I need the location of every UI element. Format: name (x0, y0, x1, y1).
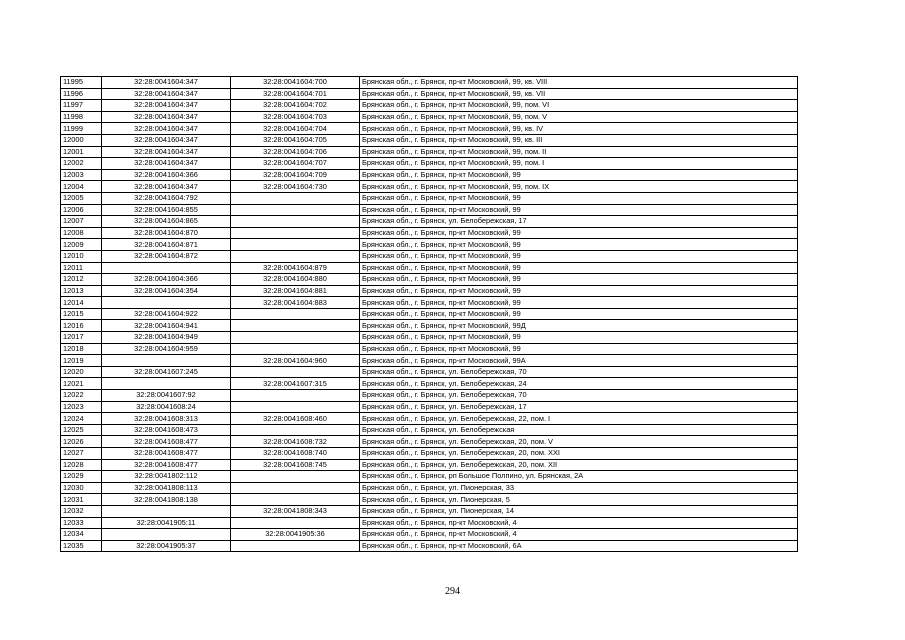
table-row (61, 146, 798, 158)
cadastral-number-cell (231, 308, 360, 320)
cadastral-number-cell (231, 471, 360, 483)
address-cell: Брянская обл., г. Брянск, пр-кт Московский, 99, пом. II (360, 146, 798, 158)
cadastral-number-cell (231, 250, 360, 262)
parent-cadastral-number-cell: 32:28:0041604:347 (102, 123, 231, 135)
registry-table-body (61, 77, 798, 552)
parent-cadastral-number-cell: 32:28:0041905:37 (102, 540, 231, 552)
table-row (61, 134, 798, 146)
cadastral-number-cell: 32:28:0041905:36 (231, 529, 360, 541)
table-row (61, 111, 798, 123)
row-number-cell: 11998 (61, 111, 102, 123)
parent-cadastral-number-cell (102, 355, 231, 367)
cadastral-number-cell: 32:28:0041604:705 (231, 134, 360, 146)
row-number-cell: 12007 (61, 216, 102, 228)
cadastral-registry-table (60, 76, 798, 552)
parent-cadastral-number-cell: 32:28:0041604:347 (102, 134, 231, 146)
table-row (61, 169, 798, 181)
cadastral-number-cell: 32:28:0041604:709 (231, 169, 360, 181)
address-cell: Брянская обл., г. Брянск, ул. Белобережская (360, 424, 798, 436)
cadastral-number-cell: 32:28:0041604:879 (231, 262, 360, 274)
address-cell: Брянская обл., г. Брянск, пр-кт Московский, 99, кв. VIII (360, 77, 798, 89)
cadastral-number-cell: 32:28:0041604:883 (231, 297, 360, 309)
row-number-cell: 12003 (61, 169, 102, 181)
parent-cadastral-number-cell: 32:28:0041608:477 (102, 448, 231, 460)
cadastral-number-cell: 32:28:0041604:706 (231, 146, 360, 158)
table-row (61, 471, 798, 483)
parent-cadastral-number-cell: 32:28:0041604:792 (102, 192, 231, 204)
row-number-cell: 12018 (61, 343, 102, 355)
parent-cadastral-number-cell: 32:28:0041604:959 (102, 343, 231, 355)
row-number-cell: 12028 (61, 459, 102, 471)
parent-cadastral-number-cell: 32:28:0041604:941 (102, 320, 231, 332)
cadastral-number-cell: 32:28:0041604:700 (231, 77, 360, 89)
table-row (61, 77, 798, 89)
cadastral-number-cell: 32:28:0041604:707 (231, 158, 360, 170)
cadastral-number-cell: 32:28:0041604:881 (231, 285, 360, 297)
table-row (61, 332, 798, 344)
table-row (61, 250, 798, 262)
row-number-cell: 12014 (61, 297, 102, 309)
row-number-cell: 12030 (61, 482, 102, 494)
cadastral-number-cell (231, 332, 360, 344)
row-number-cell: 11997 (61, 100, 102, 112)
row-number-cell: 11999 (61, 123, 102, 135)
row-number-cell: 12002 (61, 158, 102, 170)
table-row (61, 88, 798, 100)
row-number-cell: 12008 (61, 227, 102, 239)
address-cell: Брянская обл., г. Брянск, пр-кт Московский, 4 (360, 529, 798, 541)
address-cell: Брянская обл., г. Брянск, рп Большое Полпино, ул. Брянская, 2А (360, 471, 798, 483)
page-number: 294 (445, 586, 460, 597)
address-cell: Брянская обл., г. Брянск, пр-кт Московский, 99 (360, 343, 798, 355)
parent-cadastral-number-cell: 32:28:0041604:347 (102, 100, 231, 112)
cadastral-number-cell: 32:28:0041808:343 (231, 505, 360, 517)
cadastral-number-cell: 32:28:0041604:960 (231, 355, 360, 367)
row-number-cell: 12016 (61, 320, 102, 332)
address-cell: Брянская обл., г. Брянск, пр-кт Московский, 99 (360, 204, 798, 216)
address-cell: Брянская обл., г. Брянск, пр-кт Московский, 99А (360, 355, 798, 367)
table-row (61, 401, 798, 413)
cadastral-number-cell (231, 517, 360, 529)
row-number-cell: 12020 (61, 366, 102, 378)
address-cell: Брянская обл., г. Брянск, пр-кт Московский, 99 (360, 274, 798, 286)
address-cell: Брянская обл., г. Брянск, пр-кт Московский, 99 (360, 169, 798, 181)
row-number-cell: 12033 (61, 517, 102, 529)
row-number-cell: 12019 (61, 355, 102, 367)
parent-cadastral-number-cell: 32:28:0041608:473 (102, 424, 231, 436)
cadastral-number-cell: 32:28:0041607:315 (231, 378, 360, 390)
parent-cadastral-number-cell (102, 505, 231, 517)
row-number-cell: 12006 (61, 204, 102, 216)
parent-cadastral-number-cell: 32:28:0041604:870 (102, 227, 231, 239)
table-row (61, 540, 798, 552)
table-row (61, 505, 798, 517)
row-number-cell: 12009 (61, 239, 102, 251)
address-cell: Брянская обл., г. Брянск, пр-кт Московский, 4 (360, 517, 798, 529)
address-cell: Брянская обл., г. Брянск, пр-кт Московский, 99 (360, 285, 798, 297)
address-cell: Брянская обл., г. Брянск, пр-кт Московский, 6А (360, 540, 798, 552)
address-cell: Брянская обл., г. Брянск, ул. Белобережская, 24 (360, 378, 798, 390)
parent-cadastral-number-cell: 32:28:0041604:347 (102, 111, 231, 123)
parent-cadastral-number-cell: 32:28:0041604:347 (102, 77, 231, 89)
parent-cadastral-number-cell (102, 529, 231, 541)
table-row (61, 424, 798, 436)
row-number-cell: 12012 (61, 274, 102, 286)
table-row (61, 529, 798, 541)
cadastral-number-cell (231, 494, 360, 506)
parent-cadastral-number-cell: 32:28:0041604:354 (102, 285, 231, 297)
address-cell: Брянская обл., г. Брянск, пр-кт Московский, 99 (360, 332, 798, 344)
parent-cadastral-number-cell: 32:28:0041802:112 (102, 471, 231, 483)
parent-cadastral-number-cell: 32:28:0041808:113 (102, 482, 231, 494)
row-number-cell: 12024 (61, 413, 102, 425)
row-number-cell: 12021 (61, 378, 102, 390)
parent-cadastral-number-cell: 32:28:0041808:138 (102, 494, 231, 506)
cadastral-number-cell (231, 540, 360, 552)
row-number-cell: 12001 (61, 146, 102, 158)
cadastral-number-cell (231, 192, 360, 204)
row-number-cell: 12010 (61, 250, 102, 262)
row-number-cell: 11996 (61, 88, 102, 100)
address-cell: Брянская обл., г. Брянск, пр-кт Московский, 99, пом. I (360, 158, 798, 170)
address-cell: Брянская обл., г. Брянск, ул. Пионерская, 14 (360, 505, 798, 517)
table-row (61, 297, 798, 309)
table-row (61, 239, 798, 251)
parent-cadastral-number-cell: 32:28:0041608:477 (102, 436, 231, 448)
parent-cadastral-number-cell: 32:28:0041604:865 (102, 216, 231, 228)
table-row (61, 448, 798, 460)
parent-cadastral-number-cell: 32:28:0041604:366 (102, 274, 231, 286)
cadastral-number-cell: 32:28:0041604:703 (231, 111, 360, 123)
address-cell: Брянская обл., г. Брянск, пр-кт Московский, 99 (360, 192, 798, 204)
cadastral-number-cell (231, 343, 360, 355)
parent-cadastral-number-cell: 32:28:0041607:92 (102, 390, 231, 402)
cadastral-number-cell: 32:28:0041608:745 (231, 459, 360, 471)
table-row (61, 285, 798, 297)
address-cell: Брянская обл., г. Брянск, ул. Пионерская, 5 (360, 494, 798, 506)
address-cell: Брянская обл., г. Брянск, ул. Белобережская, 17 (360, 216, 798, 228)
table-row (61, 181, 798, 193)
cadastral-number-cell (231, 366, 360, 378)
table-row (61, 158, 798, 170)
address-cell: Брянская обл., г. Брянск, пр-кт Московский, 99Д (360, 320, 798, 332)
table-row (61, 494, 798, 506)
cadastral-number-cell: 32:28:0041604:701 (231, 88, 360, 100)
cadastral-number-cell: 32:28:0041604:880 (231, 274, 360, 286)
row-number-cell: 12017 (61, 332, 102, 344)
row-number-cell: 12022 (61, 390, 102, 402)
table-row (61, 192, 798, 204)
row-number-cell: 12023 (61, 401, 102, 413)
table-row (61, 355, 798, 367)
table-row (61, 320, 798, 332)
row-number-cell: 12011 (61, 262, 102, 274)
cadastral-number-cell (231, 401, 360, 413)
table-row (61, 436, 798, 448)
row-number-cell: 12013 (61, 285, 102, 297)
table-row (61, 262, 798, 274)
parent-cadastral-number-cell: 32:28:0041608:477 (102, 459, 231, 471)
address-cell: Брянская обл., г. Брянск, пр-кт Московский, 99 (360, 239, 798, 251)
cadastral-number-cell: 32:28:0041604:704 (231, 123, 360, 135)
parent-cadastral-number-cell (102, 262, 231, 274)
table-row (61, 227, 798, 239)
table-row (61, 308, 798, 320)
table-row (61, 459, 798, 471)
parent-cadastral-number-cell: 32:28:0041607:245 (102, 366, 231, 378)
cadastral-number-cell: 32:28:0041604:730 (231, 181, 360, 193)
cadastral-number-cell: 32:28:0041608:732 (231, 436, 360, 448)
parent-cadastral-number-cell (102, 378, 231, 390)
address-cell: Брянская обл., г. Брянск, ул. Белобережская, 17 (360, 401, 798, 413)
address-cell: Брянская обл., г. Брянск, пр-кт Московский, 99, кв. III (360, 134, 798, 146)
cadastral-number-cell (231, 204, 360, 216)
table-row (61, 204, 798, 216)
table-row (61, 216, 798, 228)
row-number-cell: 12034 (61, 529, 102, 541)
address-cell: Брянская обл., г. Брянск, пр-кт Московский, 99, пом. VI (360, 100, 798, 112)
table-row (61, 482, 798, 494)
row-number-cell: 12027 (61, 448, 102, 460)
parent-cadastral-number-cell: 32:28:0041604:872 (102, 250, 231, 262)
address-cell: Брянская обл., г. Брянск, ул. Белобережская, 70 (360, 366, 798, 378)
address-cell: Брянская обл., г. Брянск, пр-кт Московский, 99 (360, 250, 798, 262)
cadastral-number-cell (231, 320, 360, 332)
row-number-cell: 12026 (61, 436, 102, 448)
table-row (61, 413, 798, 425)
row-number-cell: 12032 (61, 505, 102, 517)
cadastral-number-cell (231, 239, 360, 251)
address-cell: Брянская обл., г. Брянск, ул. Белобережская, 20, пом. XII (360, 459, 798, 471)
cadastral-number-cell: 32:28:0041608:460 (231, 413, 360, 425)
row-number-cell: 12005 (61, 192, 102, 204)
row-number-cell: 12015 (61, 308, 102, 320)
table-row (61, 123, 798, 135)
cadastral-number-cell (231, 424, 360, 436)
row-number-cell: 12029 (61, 471, 102, 483)
address-cell: Брянская обл., г. Брянск, ул. Белобережская, 20, пом. XXI (360, 448, 798, 460)
address-cell: Брянская обл., г. Брянск, пр-кт Московский, 99, пом. IX (360, 181, 798, 193)
parent-cadastral-number-cell: 32:28:0041604:366 (102, 169, 231, 181)
table-row (61, 517, 798, 529)
parent-cadastral-number-cell: 32:28:0041604:871 (102, 239, 231, 251)
parent-cadastral-number-cell: 32:28:0041604:347 (102, 181, 231, 193)
address-cell: Брянская обл., г. Брянск, ул. Белобережская, 20, пом. V (360, 436, 798, 448)
address-cell: Брянская обл., г. Брянск, пр-кт Московский, 99, кв. IV (360, 123, 798, 135)
table-row (61, 274, 798, 286)
cadastral-number-cell: 32:28:0041608:740 (231, 448, 360, 460)
cadastral-number-cell (231, 482, 360, 494)
address-cell: Брянская обл., г. Брянск, пр-кт Московский, 99 (360, 297, 798, 309)
row-number-cell: 11995 (61, 77, 102, 89)
parent-cadastral-number-cell: 32:28:0041604:347 (102, 146, 231, 158)
address-cell: Брянская обл., г. Брянск, пр-кт Московский, 99 (360, 262, 798, 274)
cadastral-number-cell: 32:28:0041604:702 (231, 100, 360, 112)
cadastral-number-cell (231, 390, 360, 402)
row-number-cell: 12000 (61, 134, 102, 146)
parent-cadastral-number-cell: 32:28:0041604:347 (102, 88, 231, 100)
parent-cadastral-number-cell (102, 297, 231, 309)
row-number-cell: 12004 (61, 181, 102, 193)
cadastral-number-cell (231, 227, 360, 239)
row-number-cell: 12031 (61, 494, 102, 506)
table-row (61, 378, 798, 390)
table-row (61, 100, 798, 112)
cadastral-number-cell (231, 216, 360, 228)
parent-cadastral-number-cell: 32:28:0041604:347 (102, 158, 231, 170)
row-number-cell: 12035 (61, 540, 102, 552)
address-cell: Брянская обл., г. Брянск, ул. Белобережская, 70 (360, 390, 798, 402)
parent-cadastral-number-cell: 32:28:0041604:855 (102, 204, 231, 216)
table-row (61, 343, 798, 355)
parent-cadastral-number-cell: 32:28:0041608:24 (102, 401, 231, 413)
address-cell: Брянская обл., г. Брянск, пр-кт Московский, 99, пом. V (360, 111, 798, 123)
address-cell: Брянская обл., г. Брянск, пр-кт Московский, 99, кв. VII (360, 88, 798, 100)
address-cell: Брянская обл., г. Брянск, ул. Пионерская, 33 (360, 482, 798, 494)
parent-cadastral-number-cell: 32:28:0041604:949 (102, 332, 231, 344)
address-cell: Брянская обл., г. Брянск, ул. Белобережская, 22, пом. I (360, 413, 798, 425)
table-row (61, 366, 798, 378)
row-number-cell: 12025 (61, 424, 102, 436)
parent-cadastral-number-cell: 32:28:0041604:922 (102, 308, 231, 320)
address-cell: Брянская обл., г. Брянск, пр-кт Московский, 99 (360, 227, 798, 239)
parent-cadastral-number-cell: 32:28:0041905:11 (102, 517, 231, 529)
parent-cadastral-number-cell: 32:28:0041608:313 (102, 413, 231, 425)
address-cell: Брянская обл., г. Брянск, пр-кт Московский, 99 (360, 308, 798, 320)
table-row (61, 390, 798, 402)
